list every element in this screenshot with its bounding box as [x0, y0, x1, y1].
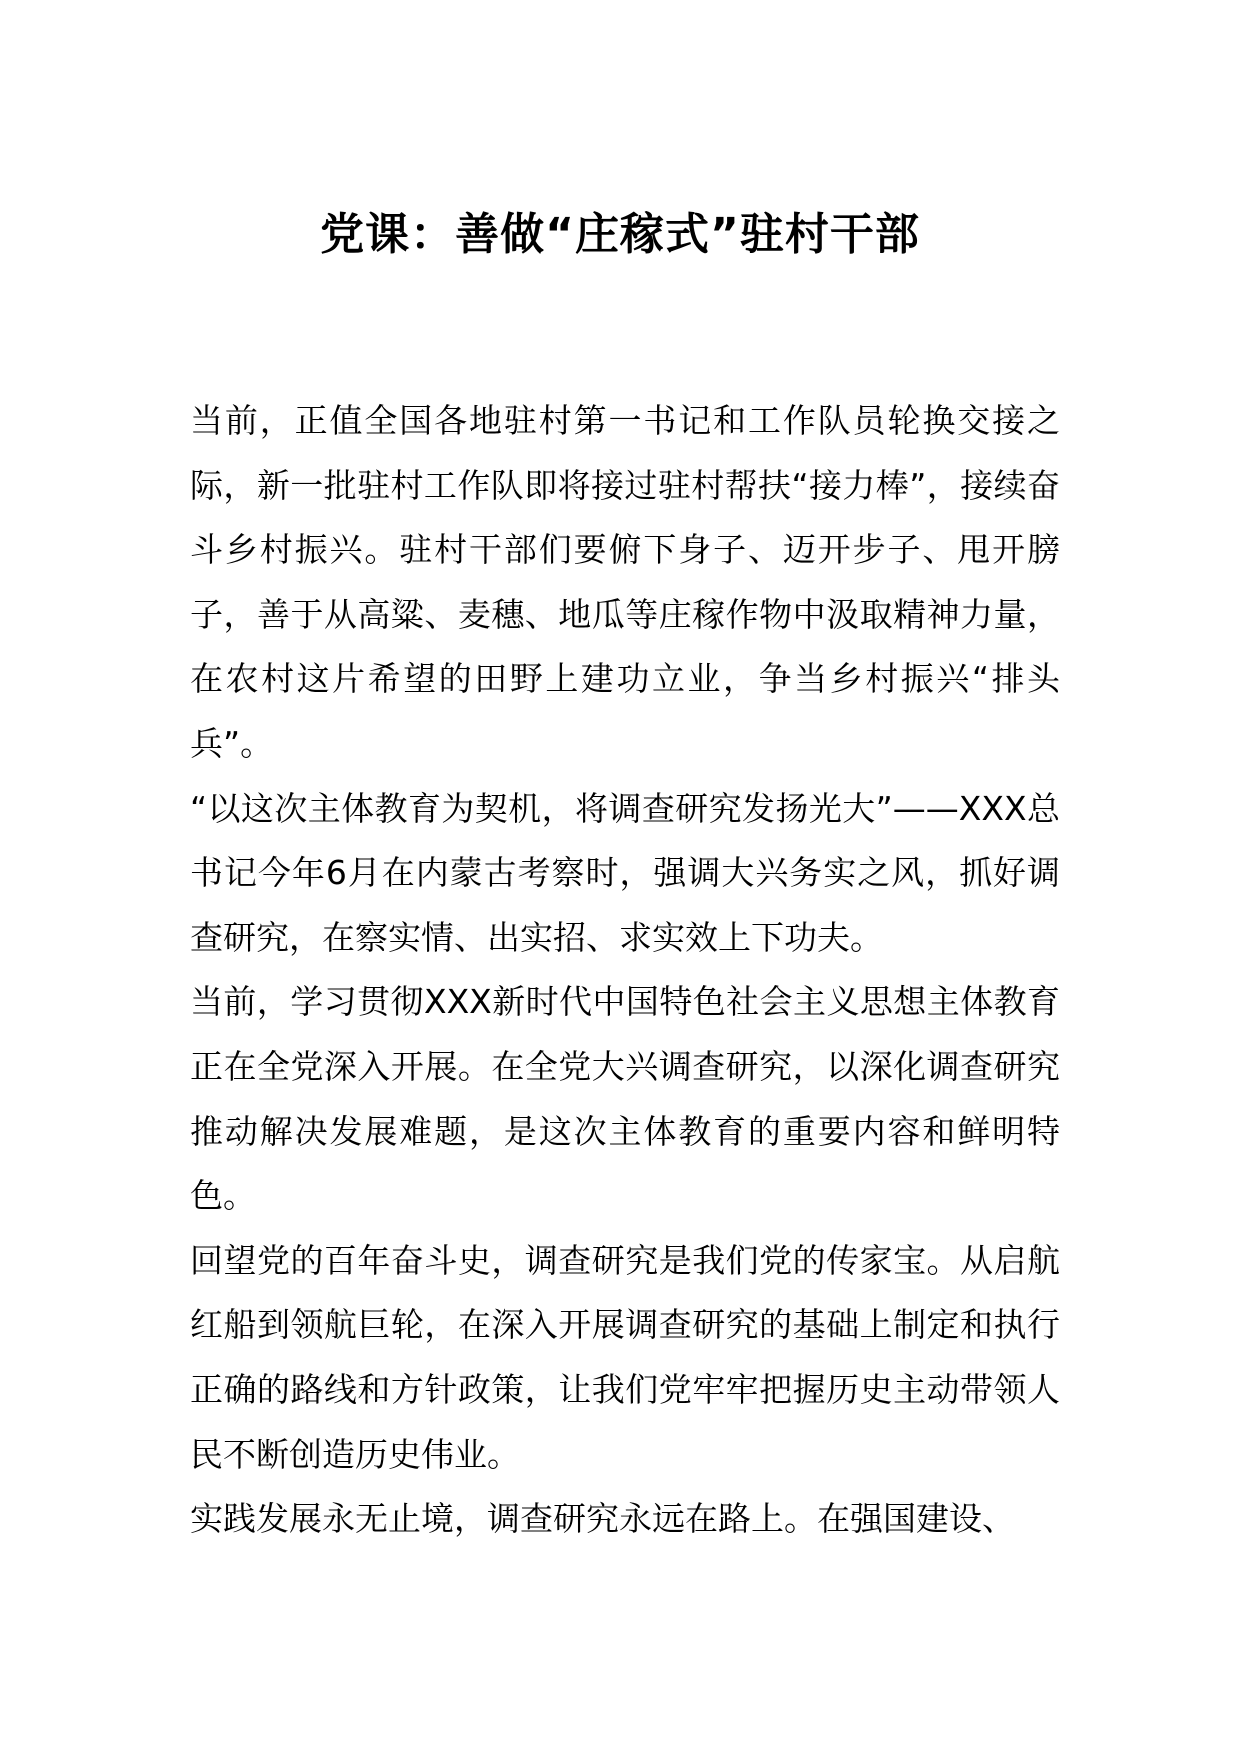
paragraph-3: 当前，学习贯彻XXX新时代中国特色社会主义思想主体教育正在全党深入开展。在全党大兴调查研究，以深化调查研究推动解决发展难题，是这次主体教育的重要内容和鲜明特色。: [190, 982, 1060, 1216]
document-body: [190, 389, 1060, 1552]
document-title: 党课：善做“庄稼式”驻村干部: [320, 209, 920, 260]
paragraph-5: 实践发展永无止境，调查研究永远在路上。在强国建设、: [190, 1499, 1015, 1539]
paragraph-4: 回望党的百年奋斗史，调查研究是我们党的传家宝。从启航红船到领航巨轮，在深入开展调查研究的基础上制定和执行正确的路线和方针政策，让我们党牢牢把握历史主动带领人民不断创造历史伟业。: [190, 1240, 1060, 1474]
paragraph-1: 当前，正值全国各地驻村第一书记和工作队员轮换交接之际，新一批驻村工作队即将接过驻村帮扶“接力棒”，接续奋斗乡村振兴。驻村干部们要俯下身子、迈开步子、甩开膀子，善于从高粱、麦穗、地瓜等庄稼作物中汲取精神力量，在农村这片希望的田野上建功立业，争当乡村振兴“排头兵”。: [190, 401, 1060, 763]
paragraph-2: “以这次主体教育为契机，将调查研究发扬光大”——XXX总书记今年6月在内蒙古考察时，强调大兴务实之风，抓好调查研究，在察实情、出实招、求实效上下功夫。: [190, 788, 1060, 957]
